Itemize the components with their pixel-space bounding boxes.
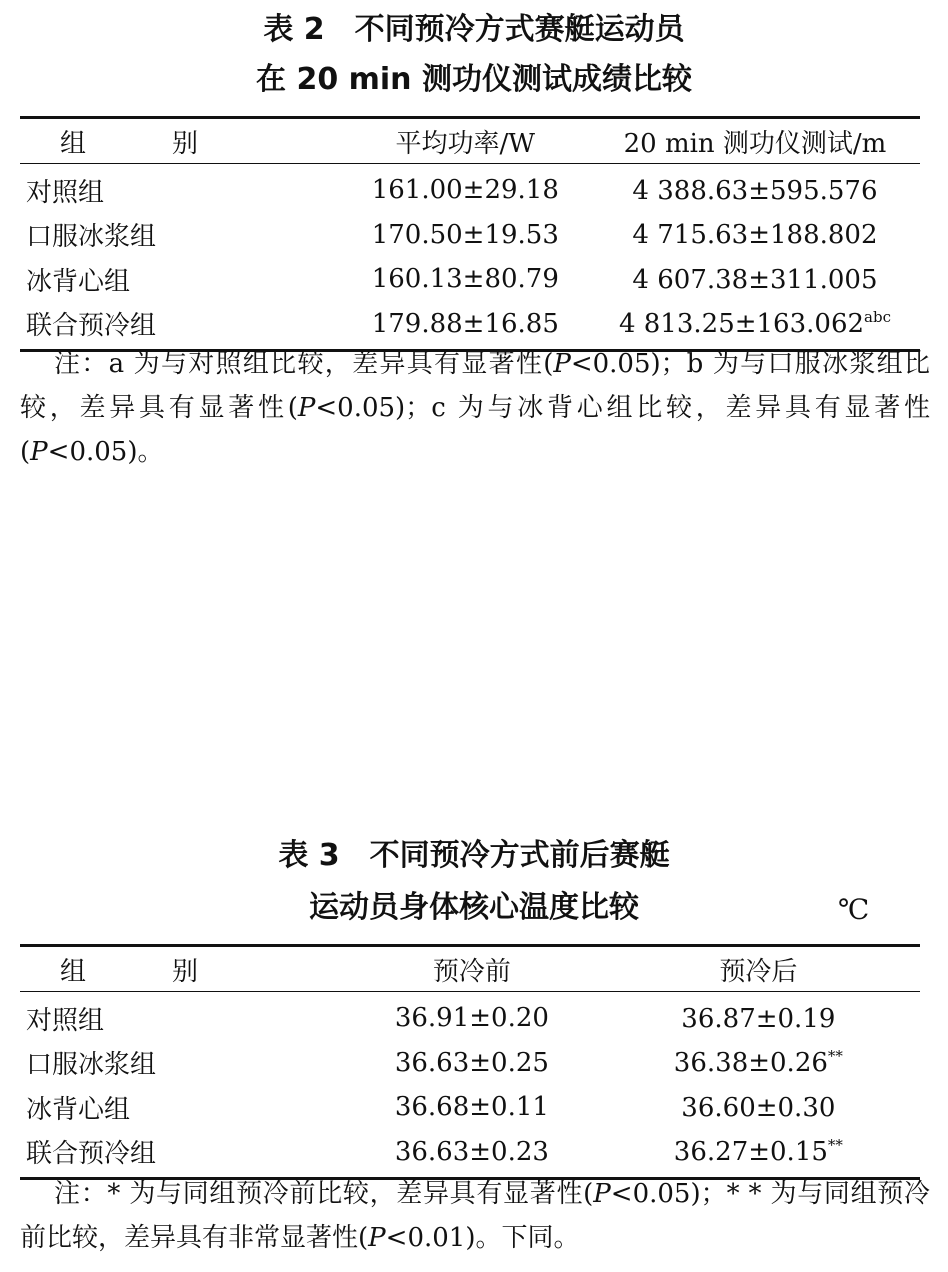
- table2-title-line2: 在 20 min 测功仪测试成绩比较: [256, 62, 692, 97]
- note-text: <0.05)。: [47, 437, 164, 467]
- table2-distance-value: 4 388.63±595.576: [632, 175, 878, 206]
- table3-after-value: 36.38±0.26: [673, 1048, 828, 1079]
- p-symbol: P: [593, 1179, 611, 1209]
- table2-header-power: 平均功率/W: [395, 128, 536, 159]
- table3-header-before: 预冷前: [432, 956, 511, 987]
- table-row: [20, 164, 920, 213]
- table3-group-cell: 联合预冷组: [26, 1139, 157, 1170]
- significance-mark: **: [827, 1136, 843, 1155]
- table-row: [20, 1085, 920, 1130]
- table3-after-cell: [597, 1085, 920, 1130]
- table3-note: [20, 1172, 930, 1260]
- table2-distance-cell: [590, 164, 920, 213]
- table3-header-group: 组 别: [60, 956, 229, 987]
- note-text: <0.01)。下同。: [385, 1223, 580, 1253]
- table3-before-cell: 36.91±0.20: [394, 1003, 549, 1034]
- table2-distance-value: 4 813.25±163.062: [618, 309, 865, 340]
- table2-header-row: [20, 118, 920, 164]
- table3-group-cell: 口服冰浆组: [26, 1050, 157, 1081]
- significance-mark: abc: [864, 308, 891, 327]
- table2-power-cell: 160.13±80.79: [371, 264, 559, 295]
- table3-after-cell: [597, 1041, 920, 1086]
- table3-after-value: 36.60±0.30: [681, 1092, 836, 1123]
- table2-group-cell: 冰背心组: [26, 266, 131, 297]
- table2-header-distance: 20 min 测功仪测试/m: [623, 128, 887, 159]
- p-symbol: P: [297, 393, 316, 423]
- table-row: [20, 213, 920, 258]
- table3-unit: ℃: [838, 893, 870, 926]
- table-row: [20, 992, 920, 1041]
- table2-power-cell: 161.00±29.18: [371, 175, 559, 206]
- table2-group-cell: 对照组: [26, 177, 105, 208]
- note-text: <0.05)；c 为与冰背心组比较，差异具有显著性(: [20, 393, 930, 467]
- table3-group-cell: 对照组: [26, 1005, 105, 1036]
- table2-distance-value: 4 715.63±188.802: [632, 220, 878, 251]
- table2-group-cell: 口服冰浆组: [26, 222, 157, 253]
- significance-mark: **: [827, 1047, 843, 1066]
- table2-power-cell: 179.88±16.85: [371, 308, 559, 339]
- table2-title-line1: 表 2 不同预冷方式赛艇运动员: [263, 12, 685, 47]
- table3-header-row: [20, 946, 920, 992]
- note-text: <0.05)；b 为与口服冰浆组比较，差异具有显著性(: [20, 349, 930, 423]
- table3-title-line2: 运动员身体核心温度比较: [309, 890, 639, 925]
- table3-before-cell: 36.63±0.23: [394, 1136, 549, 1167]
- table3-after-cell: [597, 992, 920, 1041]
- table2-distance-value: 4 607.38±311.005: [632, 264, 878, 295]
- table-row: [20, 1041, 920, 1086]
- table-row: [20, 257, 920, 302]
- table3-header-after: 预冷后: [719, 956, 798, 987]
- table2-power-cell: 170.50±19.53: [371, 219, 559, 250]
- note-text: 注：a 为与对照组比较，差异具有显著性(: [54, 349, 554, 379]
- table2-header-group: 组 别: [60, 128, 229, 159]
- table2-note: [20, 342, 930, 474]
- table2: [20, 116, 920, 352]
- note-text: <0.05)；* * 为与同组预冷前比较，差异具有非常显著性(: [20, 1179, 930, 1253]
- p-symbol: P: [553, 349, 571, 379]
- table2-group-cell: 联合预冷组: [26, 311, 157, 342]
- note-text: 注：* 为与同组预冷前比较，差异具有显著性(: [54, 1179, 594, 1209]
- table2-distance-cell: [590, 257, 920, 302]
- table3-after-value: 36.27±0.15: [673, 1137, 828, 1168]
- table3-before-cell: 36.63±0.25: [394, 1047, 549, 1078]
- p-symbol: P: [30, 437, 48, 467]
- table3-after-value: 36.87±0.19: [681, 1003, 836, 1034]
- table2-distance-cell: [590, 213, 920, 258]
- p-symbol: P: [368, 1223, 386, 1253]
- table3-title-line1: 表 3 不同预冷方式前后赛艇: [278, 838, 670, 873]
- table3: [20, 944, 920, 1180]
- table3-before-cell: 36.68±0.11: [394, 1092, 549, 1123]
- table3-group-cell: 冰背心组: [26, 1094, 131, 1125]
